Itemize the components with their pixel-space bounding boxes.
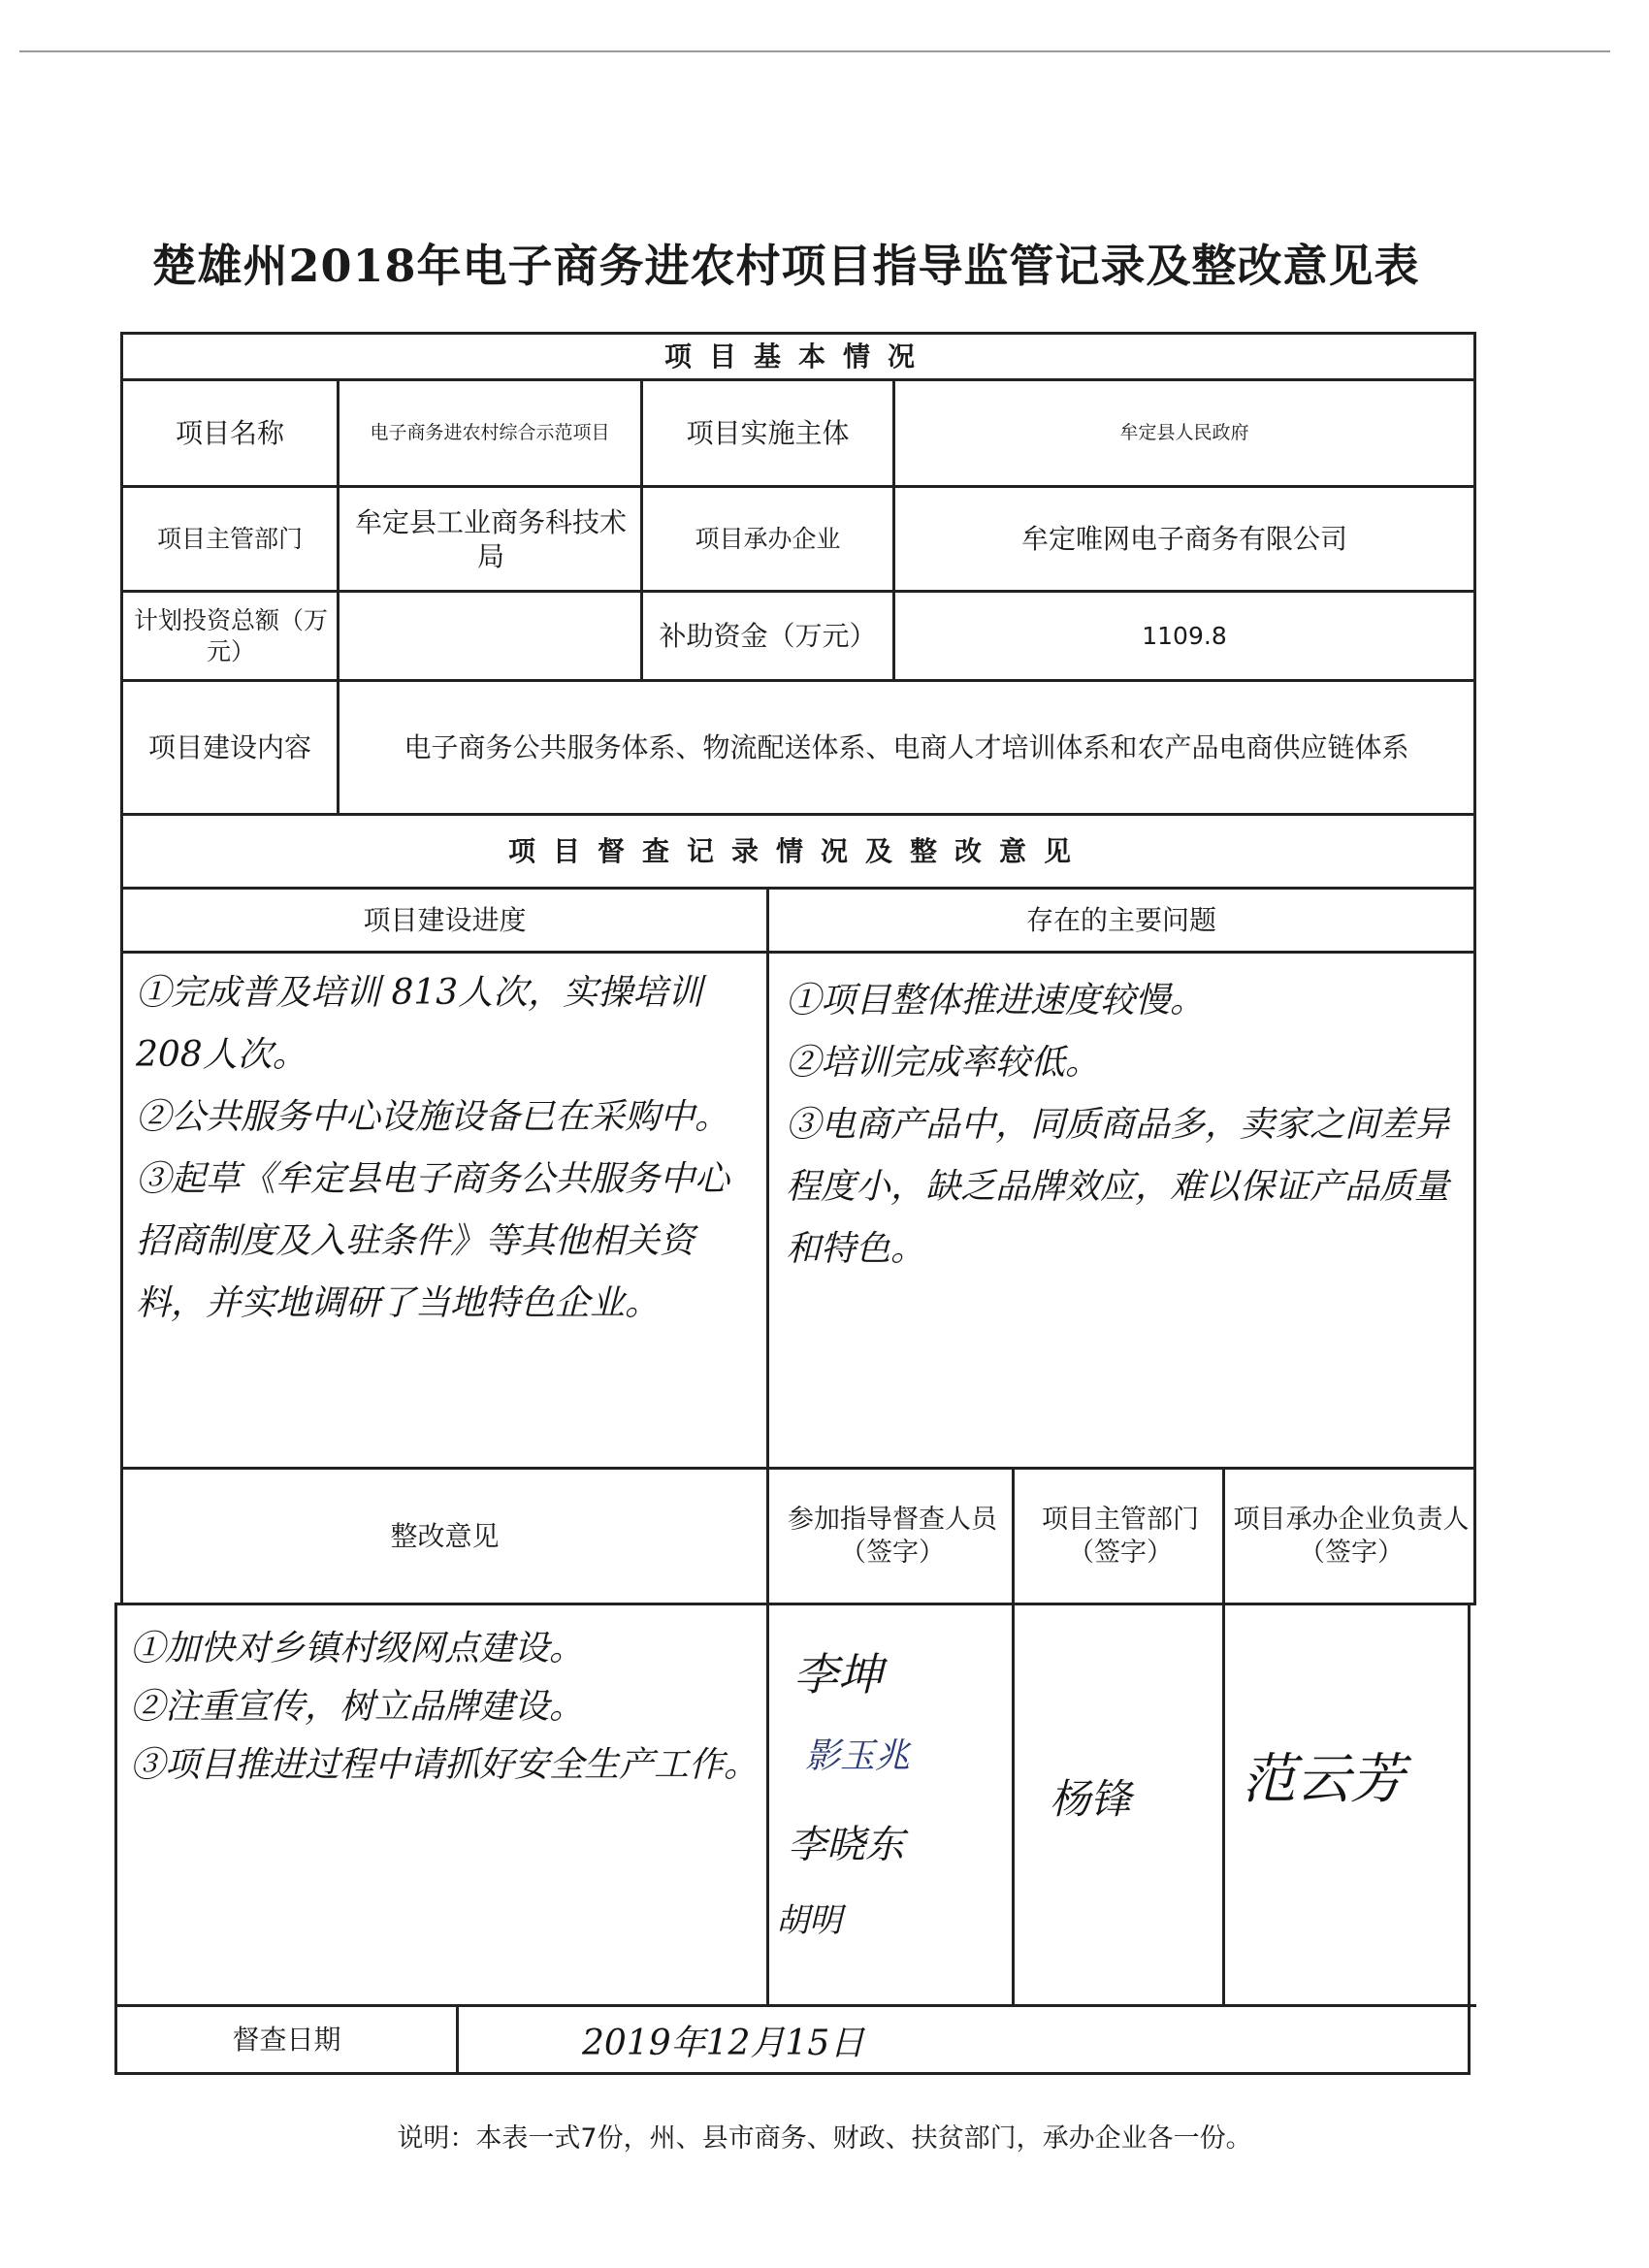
inspection-heading: 项目督查记录情况及整改意见 [507, 835, 1088, 867]
progress-handwritten-text: ①完成普及培训 813人次，实操培训 208人次。 ②公共服务中心设施设备已在采购中。 ③起草《牟定县电子商务公共服务中心招商制度及入驻条件》等其他相关资料，并实地调研了当地特色企业。 [136, 973, 730, 1323]
dept-sign-label: 项目主管部门（签字） [1042, 1504, 1199, 1568]
document-title: 楚雄州2018年电子商务进农村项目指导监管记录及整改意见表 [151, 240, 1420, 292]
inspectors-label: 参加指导督查人员（签字） [788, 1504, 997, 1568]
scan-edge-line [19, 50, 1610, 52]
subsidy-value: 1109.8 [1142, 621, 1227, 650]
project-name-label: 项目名称 [175, 417, 284, 449]
footer-note: 说明：本表一式7份，州、县市商务、财政、扶贫部门，承办企业各一份。 [397, 2123, 1252, 2154]
basic-info-heading: 项目基本情况 [663, 340, 932, 373]
rectify-label: 整改意见 [390, 1520, 500, 1552]
content-value: 电子商务公共服务体系、物流配送体系、电商人才培训体系和农产品电商供应链体系 [404, 731, 1409, 763]
dept-signature: 杨锋 [1050, 1775, 1132, 1823]
date-label: 督查日期 [232, 2024, 341, 2056]
problems-handwritten-text: ①项目整体推进速度较慢。 ②培训完成率较低。 ③电商产品中，同质商品多，卖家之间差异程度小，缺乏品牌效应，难以保证产品质量和特色。 [786, 981, 1450, 1269]
inspector-signature: 李晓东 [788, 1823, 904, 1867]
company-label: 项目承办企业 [695, 524, 841, 553]
inspector-signature: 影玉兆 [805, 1736, 911, 1776]
company-sign-label: 项目承办企业负责人（签字） [1233, 1504, 1470, 1568]
investment-label: 计划投资总额（万元） [133, 606, 328, 665]
progress-label: 项目建设进度 [363, 904, 527, 936]
content-label: 项目建设内容 [147, 731, 311, 763]
inspector-signature: 胡明 [776, 1901, 842, 1940]
date-handwritten: 2019年12月15日 [582, 2024, 865, 2063]
subsidy-label: 补助资金（万元） [659, 620, 877, 652]
inspector-signature: 李坤 [793, 1648, 883, 1701]
problems-label: 存在的主要问题 [1025, 904, 1216, 936]
implementer-value: 牟定县人民政府 [1119, 421, 1249, 443]
investment-value [340, 593, 640, 679]
dept-value: 牟定县工业商务科技术局 [354, 505, 627, 572]
company-signature: 范云芳 [1242, 1748, 1405, 1811]
dept-label: 项目主管部门 [156, 524, 303, 553]
company-value: 牟定唯网电子商务有限公司 [1020, 523, 1347, 555]
project-name-value: 电子商务进农村综合示范项目 [370, 421, 610, 443]
rectify-handwritten-text: ①加快对乡镇村级网点建设。 ②注重宣传，树立品牌建设。 ③项目推进过程中请抓好安全生产工作。 [130, 1629, 760, 1785]
implementer-label: 项目实施主体 [686, 417, 850, 449]
